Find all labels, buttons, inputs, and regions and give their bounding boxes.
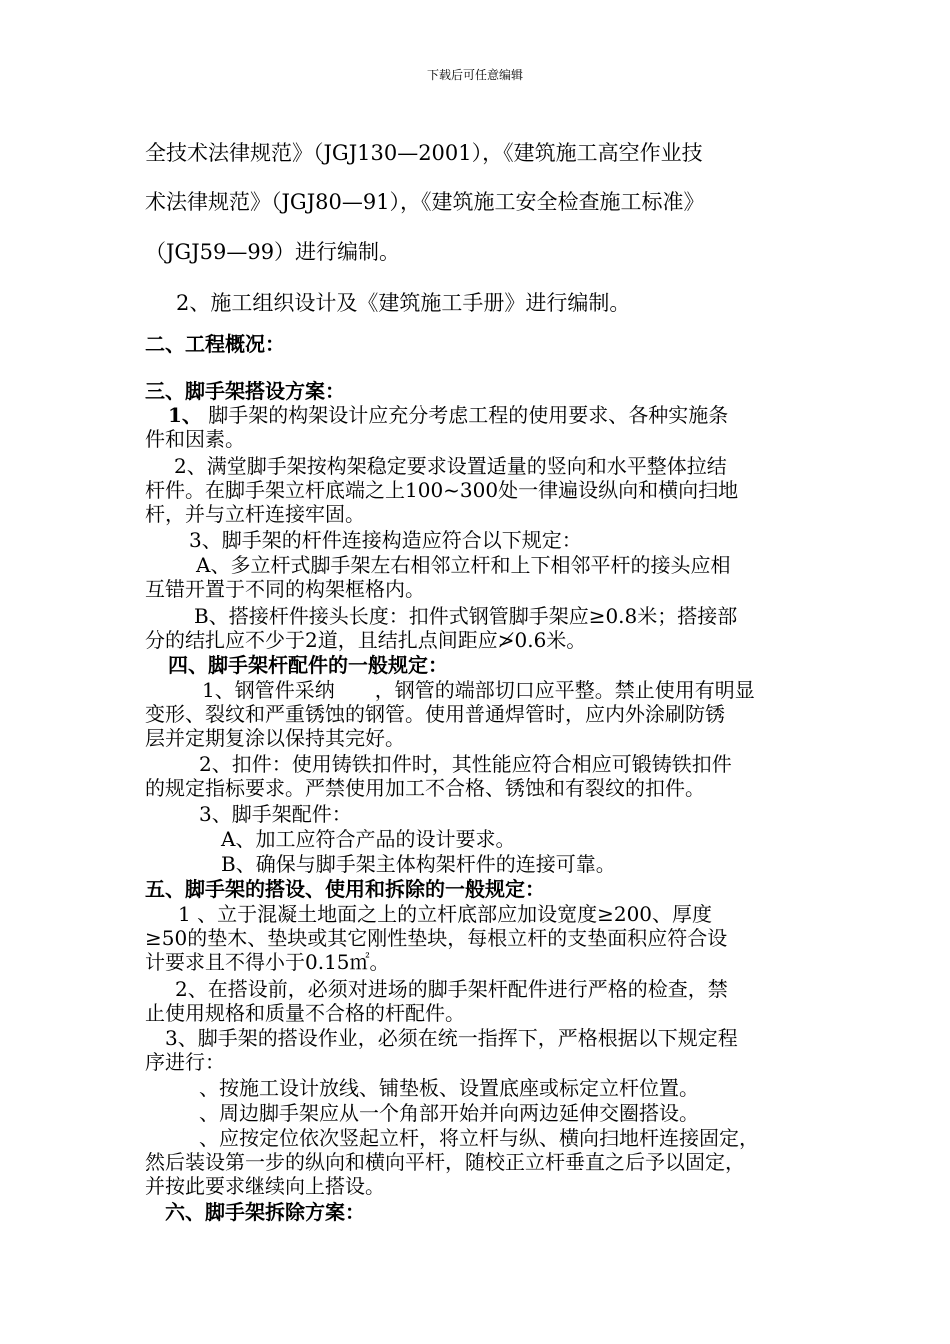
text-line: 分的结扎应不少于2道，且结扎点间距应≯0.6米。 <box>145 628 587 652</box>
section-heading: 六、脚手架拆除方案： <box>165 1200 365 1224</box>
text-line: 3、脚手架的杆件连接构造应符合以下规定： <box>189 528 582 552</box>
text-line: 1、钢管件采纳 ，钢管的端部切口应平整。禁止使用有明显 <box>202 678 755 702</box>
text-line: 3、脚手架配件： <box>199 802 352 826</box>
text-line: 2、扣件：使用铸铁扣件时，其性能应符合相应可锻铸铁扣件 <box>199 752 732 776</box>
section-heading: 三、脚手架搭设方案： <box>145 379 345 403</box>
section-heading: 二、工程概况： <box>145 332 285 356</box>
text-line: 并按此要求继续向上搭设。 <box>145 1174 385 1198</box>
text-line: 杆件。在脚手架立杆底端之上100~300处一律遍设纵向和横向扫地 <box>145 478 739 502</box>
text-line: 2、在搭设前，必须对进场的脚手架杆配件进行严格的检查，禁 <box>175 977 728 1001</box>
text-line <box>168 399 728 428</box>
text-line: （JGJ59—99）进行编制。 <box>145 240 401 264</box>
text-line: 术法律规范》（JGJ80—91），《建筑施工安全检查施工标准》 <box>145 190 705 214</box>
section-heading: 五、脚手架的搭设、使用和拆除的一般规定： <box>145 877 545 901</box>
text-line: 止使用规格和质量不合格的杆配件。 <box>145 1001 465 1025</box>
text-line: 互错开置于不同的构架框格内。 <box>145 577 425 601</box>
text-line: 3、脚手架的搭设作业，必须在统一指挥下，严格根据以下规定程 <box>165 1026 738 1050</box>
text-line: 序进行： <box>145 1050 225 1074</box>
text-line: 然后装设第一步的纵向和横向平杆，随校正立杆垂直之后予以固定， <box>145 1150 745 1174</box>
text-line: 的规定指标要求。严禁使用加工不合格、锈蚀和有裂纹的扣件。 <box>145 776 705 800</box>
text-line: 、按施工设计放线、铺垫板、设置底座或标定立杆位置。 <box>199 1076 699 1100</box>
text-line: 全技术法律规范》（JGJ130—2001），《建筑施工高空作业技 <box>145 141 703 165</box>
text-line: 杆，并与立杆连接牢固。 <box>145 502 365 526</box>
text-line: A、加工应符合产品的设计要求。 <box>221 827 516 851</box>
section-heading: 四、脚手架杆配件的一般规定： <box>168 653 448 677</box>
text-line: B、确保与脚手架主体构架杆件的连接可靠。 <box>221 852 616 876</box>
text-line-content: 脚手架的构架设计应充分考虑工程的使用要求、各种实施条 <box>201 403 729 427</box>
page-header: 下载后可任意编辑 <box>426 68 523 82</box>
text-line: B、搭接杆件接头长度：扣件式钢管脚手架应≥0.8米；搭接部 <box>194 604 738 628</box>
text-line: 层并定期复涂以保持其完好。 <box>145 726 405 750</box>
text-line: 变形、裂纹和严重锈蚀的钢管。使用普通焊管时，应内外涂刷防锈 <box>145 702 725 726</box>
text-line: 计要求且不得小于0.15㎡。 <box>145 950 390 974</box>
text-line: A、多立杆式脚手架左右相邻立杆和上下相邻平杆的接头应相 <box>196 553 731 577</box>
item-number: 1、 <box>168 403 202 427</box>
text-line: 2、满堂脚手架按构架稳定要求设置适量的竖向和水平整体拉结 <box>174 454 727 478</box>
text-line: 件和因素。 <box>145 427 245 451</box>
text-line: 2、施工组织设计及《建筑施工手册》进行编制。 <box>176 291 631 315</box>
text-line: 1 、立于混凝土地面之上的立杆底部应加设宽度≥200、厚度 <box>178 902 713 926</box>
text-line: ≥50的垫木、垫块或其它刚性垫块，每根立杆的支垫面积应符合设 <box>145 926 728 950</box>
text-line: 、应按定位依次竖起立杆，将立杆与纵、横向扫地杆连接固定， <box>199 1126 759 1150</box>
text-line: 、周边脚手架应从一个角部开始并向两边延伸交圈搭设。 <box>199 1101 699 1125</box>
